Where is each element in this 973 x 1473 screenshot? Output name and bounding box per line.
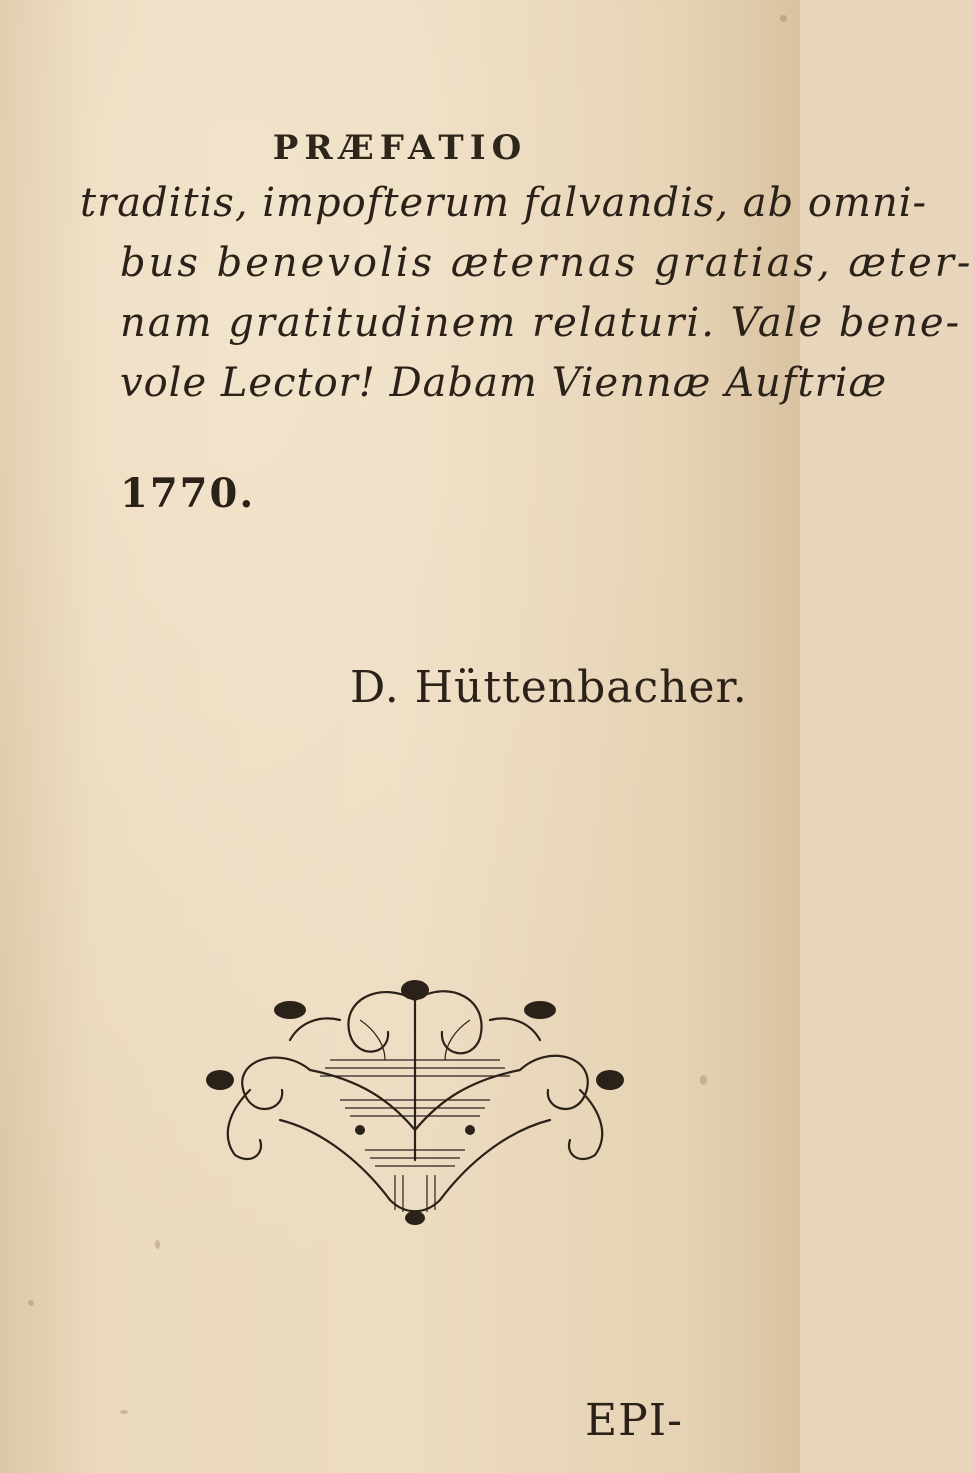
catchword: EPI- bbox=[585, 1395, 683, 1446]
decorative-vignette-icon bbox=[190, 960, 640, 1230]
running-header: PRÆFATIO bbox=[272, 128, 528, 168]
foxing-spot bbox=[780, 15, 787, 22]
date-line: 1770. bbox=[120, 470, 256, 517]
body-line-3: nam gratitudinem relaturi. Vale bene- bbox=[120, 300, 962, 346]
foxing-spot bbox=[120, 1410, 128, 1414]
body-line-1: traditis, impofterum falvandis, ab omni- bbox=[80, 180, 928, 226]
foxing-spot bbox=[700, 1075, 707, 1085]
author-signature: D. Hüttenbacher. bbox=[350, 662, 748, 713]
foxing-spot bbox=[28, 1300, 34, 1306]
foxing-spot bbox=[155, 1240, 160, 1249]
body-line-4: vole Lector! Dabam Viennæ Auftriæ bbox=[120, 360, 888, 406]
body-line-2: bus benevolis æternas gratias, æter- bbox=[120, 240, 973, 286]
